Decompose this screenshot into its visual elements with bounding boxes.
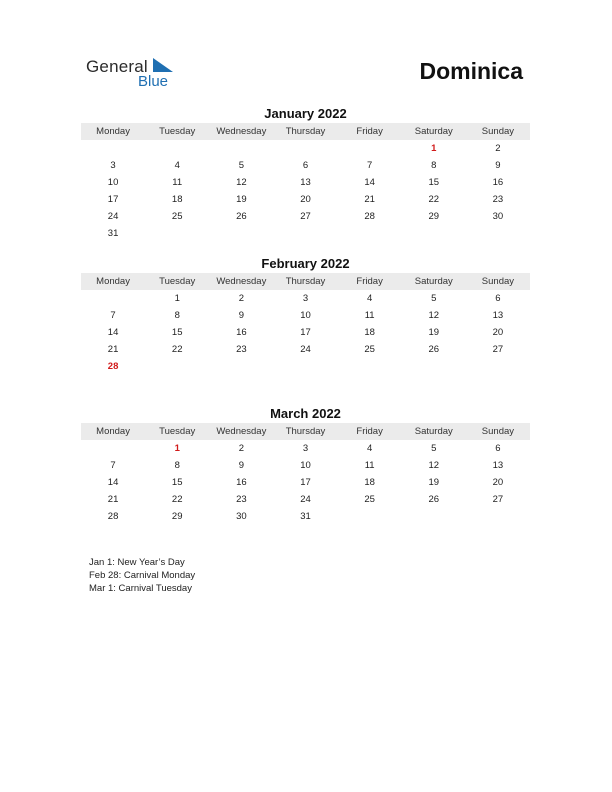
weekday-label: Thursday bbox=[285, 126, 326, 137]
week-row bbox=[81, 225, 530, 242]
day-cell: 4 bbox=[366, 443, 373, 454]
weekday-label: Sunday bbox=[481, 426, 515, 437]
day-cell: 28 bbox=[107, 361, 119, 372]
day-cell: 8 bbox=[431, 160, 437, 171]
day-cell: 8 bbox=[174, 460, 180, 471]
day-cell: 18 bbox=[364, 477, 375, 488]
weekday-header-row bbox=[81, 123, 530, 140]
day-cell: 29 bbox=[171, 511, 183, 522]
month-title: March 2022 bbox=[270, 406, 341, 421]
day-cell: 11 bbox=[364, 460, 375, 471]
week-row bbox=[81, 341, 530, 358]
day-cell: 28 bbox=[107, 511, 119, 522]
day-cell: 26 bbox=[428, 494, 440, 505]
weekday-label: Tuesday bbox=[159, 126, 196, 137]
day-cell: 13 bbox=[492, 460, 504, 471]
weekday-label: Saturday bbox=[414, 426, 453, 437]
day-cell: 12 bbox=[428, 310, 440, 321]
day-cell: 15 bbox=[428, 177, 440, 188]
logo-text-general: General bbox=[86, 57, 148, 76]
week-row bbox=[81, 508, 530, 525]
day-cell: 5 bbox=[431, 293, 437, 304]
month-calendar bbox=[81, 105, 530, 242]
day-cell: 22 bbox=[171, 344, 183, 355]
day-cell: 7 bbox=[110, 460, 116, 471]
day-cell: 31 bbox=[300, 511, 311, 522]
day-cell: 20 bbox=[492, 477, 504, 488]
month-title: January 2022 bbox=[264, 106, 347, 121]
day-cell: 21 bbox=[364, 194, 375, 205]
holiday-notes bbox=[89, 556, 195, 595]
generalblue-logo bbox=[86, 55, 196, 91]
day-cell: 31 bbox=[107, 228, 119, 239]
day-cell: 27 bbox=[492, 494, 504, 505]
day-cell: 26 bbox=[236, 211, 247, 222]
week-row bbox=[81, 358, 530, 375]
day-cell: 6 bbox=[302, 160, 309, 171]
logo-text-blue: Blue bbox=[138, 73, 169, 90]
weekday-label: Monday bbox=[96, 126, 130, 137]
day-cell: 2 bbox=[238, 293, 244, 304]
day-cell: 5 bbox=[238, 160, 244, 171]
day-cell: 10 bbox=[300, 310, 311, 321]
day-cell: 11 bbox=[172, 177, 183, 188]
day-cell: 12 bbox=[428, 460, 440, 471]
day-cell: 16 bbox=[236, 327, 247, 338]
weekday-label: Thursday bbox=[285, 426, 326, 437]
weekday-header-row bbox=[81, 273, 530, 290]
weekday-label: Friday bbox=[356, 276, 383, 287]
day-cell: 23 bbox=[236, 344, 247, 355]
day-cell: 18 bbox=[171, 194, 183, 205]
day-cell: 10 bbox=[300, 460, 311, 471]
weekday-label: Tuesday bbox=[159, 426, 196, 437]
week-row bbox=[81, 140, 530, 157]
day-cell: 3 bbox=[110, 160, 116, 171]
day-cell: 4 bbox=[366, 293, 373, 304]
day-cell: 7 bbox=[366, 160, 373, 171]
weekday-label: Sunday bbox=[481, 126, 515, 137]
day-cell: 8 bbox=[174, 310, 180, 321]
week-row bbox=[81, 307, 530, 324]
week-row bbox=[81, 440, 530, 457]
week-row bbox=[81, 191, 530, 208]
day-cell: 22 bbox=[171, 494, 183, 505]
weekday-label: Friday bbox=[356, 426, 383, 437]
day-cell: 17 bbox=[300, 477, 311, 488]
day-cell: 25 bbox=[364, 494, 375, 505]
day-cell: 2 bbox=[495, 143, 501, 154]
weekday-label: Thursday bbox=[285, 276, 326, 287]
day-cell: 19 bbox=[236, 194, 247, 205]
day-cell: 2 bbox=[238, 443, 244, 454]
weekday-label: Saturday bbox=[414, 126, 453, 137]
weekday-label: Saturday bbox=[414, 276, 453, 287]
day-cell: 27 bbox=[300, 211, 311, 222]
day-cell: 30 bbox=[236, 511, 247, 522]
country-title: Dominica bbox=[419, 58, 523, 84]
week-row bbox=[81, 208, 530, 225]
day-cell: 25 bbox=[364, 344, 375, 355]
holiday-note: Feb 28: Carnival Monday bbox=[89, 570, 196, 581]
day-cell: 16 bbox=[492, 177, 504, 188]
day-cell: 13 bbox=[492, 310, 504, 321]
day-cell: 9 bbox=[495, 160, 501, 171]
day-cell: 12 bbox=[236, 177, 247, 188]
day-cell: 14 bbox=[107, 477, 119, 488]
day-cell: 3 bbox=[302, 443, 309, 454]
day-cell: 9 bbox=[238, 460, 244, 471]
weekday-label: Wednesday bbox=[216, 426, 267, 437]
day-cell: 17 bbox=[300, 327, 311, 338]
day-cell: 21 bbox=[107, 344, 119, 355]
day-cell: 1 bbox=[174, 293, 180, 304]
day-cell: 22 bbox=[428, 194, 440, 205]
week-row bbox=[81, 174, 530, 191]
day-cell: 25 bbox=[171, 211, 183, 222]
weekday-label: Wednesday bbox=[216, 276, 267, 287]
day-cell: 23 bbox=[236, 494, 247, 505]
day-cell: 16 bbox=[236, 477, 247, 488]
week-row bbox=[81, 157, 530, 174]
week-row bbox=[81, 457, 530, 474]
day-cell: 27 bbox=[492, 344, 504, 355]
day-cell: 14 bbox=[364, 177, 375, 188]
weekday-label: Tuesday bbox=[159, 276, 196, 287]
weekday-label: Wednesday bbox=[216, 126, 267, 137]
day-cell: 6 bbox=[495, 443, 501, 454]
logo-triangle-icon bbox=[153, 58, 173, 72]
holiday-note: Mar 1: Carnival Tuesday bbox=[89, 583, 192, 594]
day-cell: 24 bbox=[107, 211, 119, 222]
month-calendar bbox=[81, 255, 530, 375]
day-cell: 3 bbox=[302, 293, 309, 304]
weekday-label: Monday bbox=[96, 276, 130, 287]
day-cell: 18 bbox=[364, 327, 375, 338]
day-cell: 30 bbox=[492, 211, 504, 222]
day-cell: 11 bbox=[364, 310, 375, 321]
weekday-header-row bbox=[81, 423, 530, 440]
day-cell: 1 bbox=[174, 443, 180, 454]
day-cell: 19 bbox=[428, 477, 440, 488]
day-cell: 19 bbox=[428, 327, 440, 338]
month-calendar bbox=[81, 405, 530, 525]
month-title: February 2022 bbox=[261, 256, 350, 271]
day-cell: 24 bbox=[300, 494, 311, 505]
day-cell: 21 bbox=[107, 494, 119, 505]
week-row bbox=[81, 474, 530, 491]
day-cell: 10 bbox=[107, 177, 119, 188]
weekday-label: Friday bbox=[356, 126, 383, 137]
day-cell: 4 bbox=[174, 160, 180, 171]
week-row bbox=[81, 324, 530, 341]
week-row bbox=[81, 290, 530, 307]
day-cell: 20 bbox=[300, 194, 311, 205]
day-cell: 20 bbox=[492, 327, 504, 338]
day-cell: 28 bbox=[364, 211, 375, 222]
day-cell: 7 bbox=[110, 310, 116, 321]
weekday-label: Sunday bbox=[481, 276, 515, 287]
day-cell: 26 bbox=[428, 344, 440, 355]
day-cell: 9 bbox=[238, 310, 244, 321]
day-cell: 29 bbox=[428, 211, 440, 222]
day-cell: 14 bbox=[107, 327, 119, 338]
weekday-label: Monday bbox=[96, 426, 130, 437]
day-cell: 6 bbox=[495, 293, 501, 304]
day-cell: 5 bbox=[431, 443, 437, 454]
holiday-note: Jan 1: New Year’s Day bbox=[89, 557, 185, 568]
day-cell: 17 bbox=[107, 194, 119, 205]
week-row bbox=[81, 491, 530, 508]
day-cell: 15 bbox=[171, 327, 183, 338]
day-cell: 13 bbox=[300, 177, 311, 188]
day-cell: 24 bbox=[300, 344, 311, 355]
day-cell: 23 bbox=[492, 194, 504, 205]
day-cell: 1 bbox=[431, 143, 437, 154]
day-cell: 15 bbox=[171, 477, 183, 488]
